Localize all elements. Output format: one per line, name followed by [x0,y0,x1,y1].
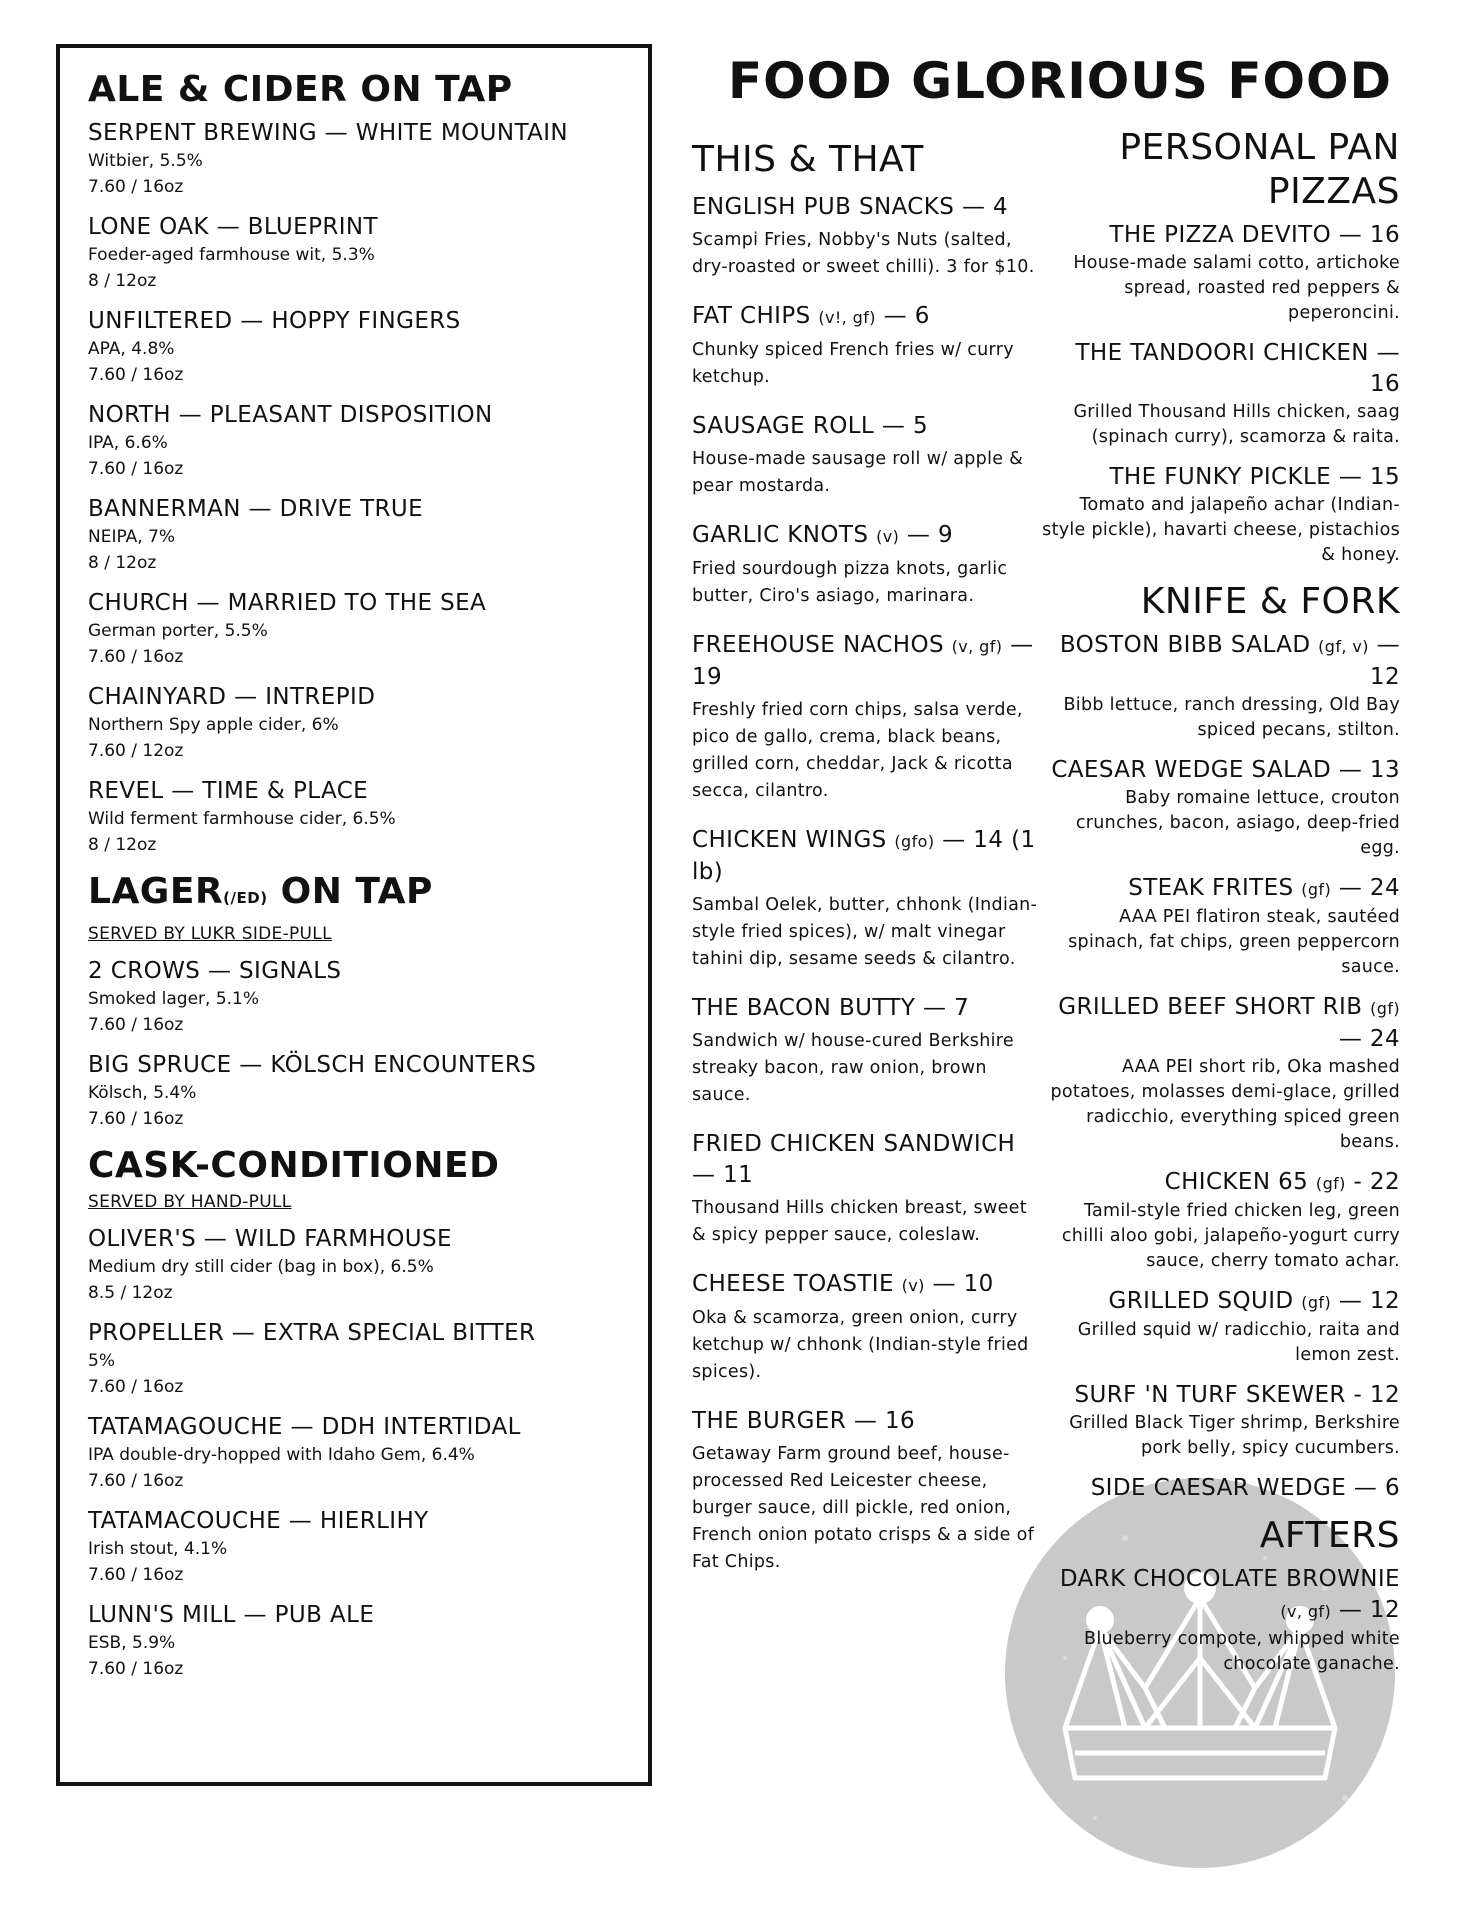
drink-item [88,494,622,576]
diet-tag: (gf, v) [1318,637,1369,656]
diet-tag: (v, gf) [1280,1602,1332,1621]
drink-name: REVEL — TIME & PLACE [88,778,369,804]
menu-item-desc: House-made salami cotto, artichoke spread, roasted red peppers & peperoncini. [1073,253,1400,323]
menu-item [1040,1286,1400,1368]
menu-item-desc: Blueberry compote, whipped white chocolate ganache. [1084,1629,1400,1674]
drink-price: 7.60 / 16oz [88,1377,184,1397]
menu-item-title: CAESAR WEDGE SALAD — 13 [1051,757,1400,783]
menu-item-desc: Bibb lettuce, ranch dressing, Old Bay spiced pecans, stilton. [1063,695,1400,740]
menu-item-name [1040,630,1400,693]
menu-item [692,1129,1042,1249]
menu-item-title: THE BACON BUTTY — 7 [692,995,970,1021]
menu-item-desc: Baby romaine lettuce, crouton crunches, bacon, asiago, deep-fried egg. [1075,788,1400,858]
menu-item-desc: Sambal Oelek, butter, chhonk (Indian-style fried spices), w/ malt vinegar tahini dip, sesame seeds & cilantro. [692,895,1038,969]
drink-price: 7.60 / 16oz [88,365,184,385]
menu-item-desc: Oka & scamorza, green onion, curry ketchup w/ chhonk (Indian-style fried spices). [692,1308,1029,1382]
menu-item-name [692,301,1042,333]
menu-item-desc: Freshly fried corn chips, salsa verde, pico de gallo, crema, black beans, grilled corn, cheddar, Jack & ricotta secca, cilantro. [692,700,1023,801]
menu-item-desc: Getaway Farm ground beef, house-processed Red Leicester cheese, burger sauce, dill pickle, red onion, French onion potato crisps & a side of Fat Chips. [692,1444,1035,1572]
menu-item-desc: Chunky spiced French fries w/ curry ketchup. [692,340,1014,387]
menu-item-title: FRIED CHICKEN SANDWICH — 11 [692,1131,1016,1188]
menu-item-name [1040,1167,1400,1199]
diet-tag: (v) [876,527,900,546]
menu-item-desc: Sandwich w/ house-cured Berkshire streaky bacon, raw onion, brown sauce. [692,1031,1014,1105]
menu-item-price: — 14 (1 lb) [692,827,1036,885]
menu-item-title: GRILLED SQUID [1108,1288,1302,1314]
menu-item-name [1040,1286,1400,1318]
drink-price: 7.60 / 16oz [88,1015,184,1035]
drink-name: LONE OAK — BLUEPRINT [88,214,378,240]
drink-item [88,118,622,200]
knife-fork-title: KNIFE & FORK [1140,581,1400,622]
menu-item-name [692,411,1042,442]
drink-desc: German porter, 5.5% [88,621,268,641]
menu-item-price: - 22 [1345,1169,1400,1195]
drink-price: 7.60 / 16oz [88,177,184,197]
drink-desc: Irish stout, 4.1% [88,1539,228,1559]
drink-name: NORTH — PLEASANT DISPOSITION [88,402,493,428]
drink-item [88,682,622,764]
menu-item-price: — 12 [1331,1288,1400,1314]
drink-item [88,588,622,670]
drink-price: 7.60 / 16oz [88,459,184,479]
menu-item-title: THE FUNKY PICKLE — 15 [1109,464,1400,490]
drink-desc: Foeder-aged farmhouse wit, 5.3% [88,245,375,265]
menu-item-price: — 10 [924,1271,994,1297]
menu-item-title: SAUSAGE ROLL — 5 [692,413,928,439]
menu-item [692,993,1042,1109]
menu-item-title: ENGLISH PUB SNACKS — 4 [692,194,1009,220]
menu-item-price: — 9 [899,522,954,548]
menu-item-title: STEAK FRITES [1128,875,1302,901]
menu-item-desc: House-made sausage roll w/ apple & pear mostarda. [692,449,1024,496]
cask-title: CASK-CONDITIONED [88,1145,500,1186]
menu-item-title: CHICKEN WINGS [692,827,895,853]
ale-list [88,118,622,858]
drink-price: 7.60 / 16oz [88,647,184,667]
menu-item-name [1040,462,1400,493]
lager-list [88,956,622,1132]
menu-item-name [1040,992,1400,1055]
menu-item-desc: Grilled squid w/ radicchio, raita and lemon zest. [1077,1320,1400,1365]
diet-tag: (v) [901,1276,925,1295]
menu-item-desc: AAA PEI short rib, Oka mashed potatoes, molasses demi-glace, grilled radicchio, everything spiced green beans. [1050,1057,1400,1152]
drink-desc: Wild ferment farmhouse cider, 6.5% [88,809,396,829]
lager-title [88,870,622,920]
menu-item [692,192,1042,281]
drink-name: TATAMACOUCHE — HIERLIHY [88,1508,429,1534]
menu-item-price: — 6 [875,303,930,329]
menu-item [1040,873,1400,980]
drink-desc: Northern Spy apple cider, 6% [88,715,339,735]
menu-item [1040,1564,1400,1677]
diet-tag: (gf) [1370,999,1400,1018]
menu-item-title: DARK CHOCOLATE BROWNIE [1059,1566,1400,1592]
menu-item-title: SIDE CAESAR WEDGE — 6 [1090,1475,1400,1501]
menu-item-name [692,192,1042,223]
drink-name: SERPENT BREWING — WHITE MOUNTAIN [88,120,569,146]
drink-name: BANNERMAN — DRIVE TRUE [88,496,424,522]
menu-item [1040,992,1400,1155]
diet-tag: (gf) [1301,1293,1332,1312]
drink-name: 2 CROWS — SIGNALS [88,958,342,984]
menu-item-price: — 24 [1331,875,1400,901]
drink-desc: Witbier, 5.5% [88,151,203,171]
menu-item-title: CHEESE TOASTIE [692,1271,902,1297]
drink-price: 7.60 / 16oz [88,1659,184,1679]
menu-item-name [692,1129,1042,1191]
menu-item-title: SURF 'N TURF SKEWER - 12 [1074,1382,1400,1408]
food-title: FOOD GLORIOUS FOOD [728,52,1392,110]
pizzas-list [1040,220,1400,568]
afters-list [1040,1564,1400,1677]
menu-item [1040,338,1400,450]
drink-desc: IPA double-dry-hopped with Idaho Gem, 6.4% [88,1445,475,1465]
drink-desc: NEIPA, 7% [88,527,176,547]
drink-item [88,1506,622,1588]
menu-item-name [1040,1564,1400,1627]
drink-desc: Smoked lager, 5.1% [88,989,260,1009]
menu-item-name [1040,873,1400,905]
menu-item [692,301,1042,391]
drink-item [88,1600,622,1682]
menu-item-desc: Scampi Fries, Nobby's Nuts (salted, dry-roasted or sweet chilli). 3 for $10. [692,230,1035,277]
menu-item-price: — 12 [1331,1597,1400,1623]
drink-price: 8 / 12oz [88,553,157,573]
menu-item-title: GARLIC KNOTS [692,522,877,548]
afters-title: AFTERS [1259,1515,1400,1556]
drink-price: 8 / 12oz [88,835,157,855]
drink-name: CHAINYARD — INTREPID [88,684,376,710]
menu-item-title: THE PIZZA DEVITO — 16 [1109,222,1400,248]
drink-item [88,212,622,294]
menu-item [1040,462,1400,568]
drink-desc: Medium dry still cider (bag in box), 6.5% [88,1257,434,1277]
lager-title-main: LAGER [88,871,224,912]
knife-fork-list [1040,630,1400,1504]
lager-title-end: ON TAP [267,871,433,912]
drink-desc: APA, 4.8% [88,339,175,359]
diet-tag: (gfo) [894,832,935,851]
menu-item [692,1269,1042,1386]
menu-item-name [1040,220,1400,251]
drink-item [88,400,622,482]
menu-item-name [692,630,1042,693]
menu-item-title: FREEHOUSE NACHOS [692,632,952,658]
drink-price: 8.5 / 12oz [88,1283,173,1303]
menu-item-price: — 19 [692,632,1034,690]
lager-served: SERVED BY LUKR SIDE-PULL [88,924,332,944]
this-that-title: THIS & THAT [692,139,924,180]
drink-price: 7.60 / 16oz [88,1471,184,1491]
drink-desc: IPA, 6.6% [88,433,168,453]
menu-item [692,825,1042,973]
drink-name: BIG SPRUCE — KÖLSCH ENCOUNTERS [88,1052,537,1078]
menu-item-name [1040,1380,1400,1411]
drink-name: PROPELLER — EXTRA SPECIAL BITTER [88,1320,536,1346]
menu-item-desc: Tomato and jalapeño achar (Indian-style pickle), havarti cheese, pistachios & honey. [1042,495,1400,565]
lager-title-small: (/ED) [223,889,268,907]
menu-item-title: BOSTON BIBB SALAD [1059,632,1319,658]
ale-cider-title: ALE & CIDER ON TAP [88,69,513,110]
drink-name: TATAMAGOUCHE — DDH INTERTIDAL [88,1414,521,1440]
drink-item [88,956,622,1038]
drink-item [88,1224,622,1306]
menu-item-title: THE BURGER — 16 [692,1408,916,1434]
drink-price: 7.60 / 12oz [88,741,184,761]
menu-item [1040,1473,1400,1504]
menu-item-desc: Grilled Black Tiger shrimp, Berkshire pork belly, spicy cucumbers. [1069,1413,1400,1458]
diet-tag: (v, gf) [951,637,1003,656]
menu-item [692,411,1042,500]
menu-item [692,630,1042,805]
menu-item [1040,220,1400,326]
drink-name: OLIVER'S — WILD FARMHOUSE [88,1226,452,1252]
menu-item-desc: Tamil-style fried chicken leg, green chilli aloo gobi, jalapeño-yogurt curry sauce, cherry tomato achar. [1061,1201,1400,1271]
menu-item-name [1040,755,1400,786]
drink-item [88,776,622,858]
drink-item [88,1050,622,1132]
drink-desc: ESB, 5.9% [88,1633,176,1653]
menu-item-name [692,520,1042,552]
menu-item-desc: Thousand Hills chicken breast, sweet & spicy pepper sauce, coleslaw. [692,1198,1027,1245]
drinks-panel [56,44,652,1786]
menu-item-name [692,825,1042,888]
diet-tag: (gf) [1315,1174,1346,1193]
drink-price: 7.60 / 16oz [88,1565,184,1585]
drink-name: LUNN'S MILL — PUB ALE [88,1602,375,1628]
diet-tag: (v!, gf) [818,308,876,327]
menu-item-desc: Fried sourdough pizza knots, garlic butter, Ciro's asiago, marinara. [692,559,1008,606]
drink-name: UNFILTERED — HOPPY FINGERS [88,308,461,334]
menu-item-title: CHICKEN 65 [1164,1169,1316,1195]
drink-price: 7.60 / 16oz [88,1109,184,1129]
menu-item-title: THE TANDOORI CHICKEN — 16 [1075,340,1400,397]
drink-desc: 5% [88,1351,115,1371]
drink-price: 8 / 12oz [88,271,157,291]
drink-desc: Kölsch, 5.4% [88,1083,197,1103]
menu-item-price: — 12 [1368,632,1400,690]
cask-served: SERVED BY HAND-PULL [88,1192,292,1212]
diet-tag: (gf) [1301,880,1332,899]
menu-item-name [692,1269,1042,1301]
drink-item [88,1318,622,1400]
cask-list [88,1224,622,1682]
menu-item-name [692,993,1042,1024]
menu-item [692,520,1042,610]
menu-item-desc: Grilled Thousand Hills chicken, saag (spinach curry), scamorza & raita. [1073,402,1400,447]
menu-item [1040,1167,1400,1274]
menu-item-name [692,1406,1042,1437]
menu-item [1040,630,1400,743]
menu-item-name [1040,338,1400,400]
drink-item [88,306,622,388]
menu-item [1040,1380,1400,1461]
this-that-column [692,138,1042,1596]
menu-item-name [1040,1473,1400,1504]
drink-item [88,1412,622,1494]
menu-item-desc: AAA PEI flatiron steak, sautéed spinach, fat chips, green peppercorn sauce. [1068,907,1400,977]
menu-item [692,1406,1042,1576]
menu-item-price: — 24 [1338,1026,1400,1052]
drink-name: CHURCH — MARRIED TO THE SEA [88,590,487,616]
menu-item-title: FAT CHIPS [692,303,819,329]
menu-item-title: GRILLED BEEF SHORT RIB [1058,994,1371,1020]
pizzas-title: PERSONAL PAN PIZZAS [1119,127,1400,212]
this-that-list [692,192,1042,1576]
menu-item [1040,755,1400,861]
right-column [1040,126,1400,1689]
